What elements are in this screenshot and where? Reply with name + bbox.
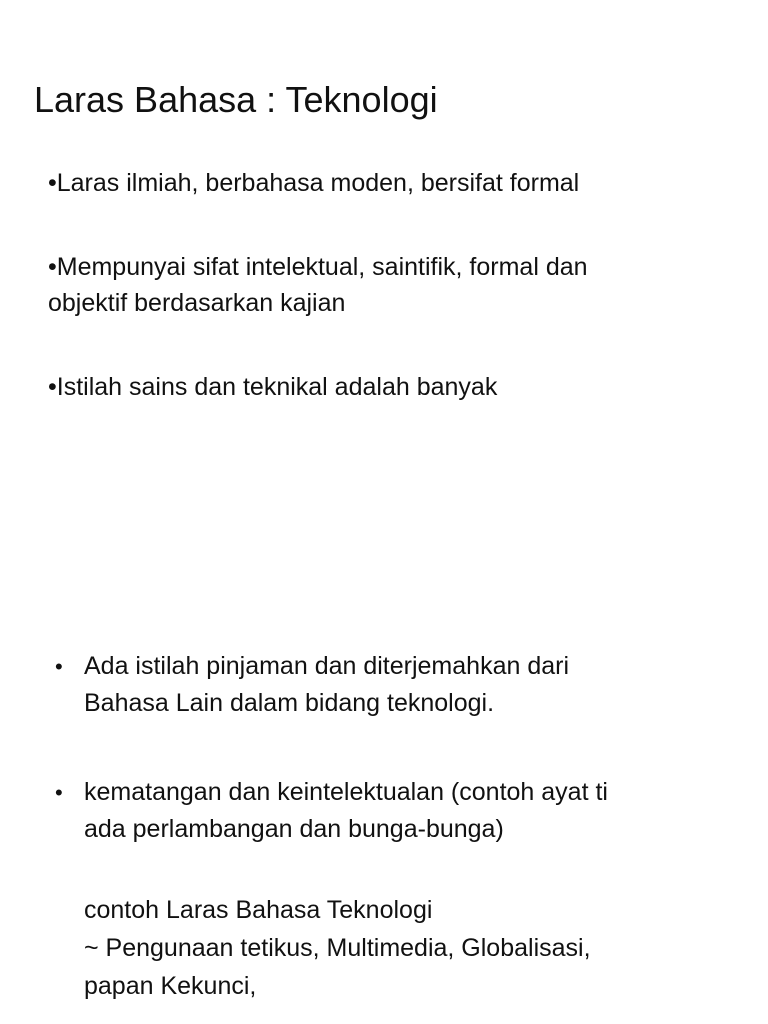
list-item-text: objektif berdasarkan kajian [48,289,346,317]
bullet-icon: • [55,654,63,679]
list-item-text: •Mempunyai sifat intelektual, saintifik, formal dan [48,253,588,281]
list-item-text: kematangan dan keintelektualan (contoh ayat ti [84,778,608,806]
list-item [55,648,745,722]
list-item-text: Ada istilah pinjaman dan diterjemahkan dari [84,652,570,680]
example-block [84,891,744,1005]
list-item [55,774,745,848]
list-item [48,249,748,321]
list-item-body [84,648,745,722]
list-item-text: •Istilah sains dan teknikal adalah banyak [48,373,498,401]
top-bullet-list [48,165,748,453]
list-item-text: ada perlambangan dan bunga-bunga) [84,815,504,843]
example-text: papan Kekunci, [84,972,257,1000]
bottom-bullet-list [55,648,745,900]
list-item [48,165,748,201]
list-item [48,369,748,405]
list-item-text: Bahasa Lain dalam bidang teknologi. [84,689,495,717]
bullet-icon: • [55,780,63,805]
example-text: ~ Pengunaan tetikus, Multimedia, Globalisasi, [84,934,591,962]
example-heading: contoh Laras Bahasa Teknologi [84,896,433,924]
list-item-body [84,774,745,848]
slide-title: Laras Bahasa : Teknologi [34,79,438,120]
list-item-text: •Laras ilmiah, berbahasa moden, bersifat formal [48,169,580,197]
